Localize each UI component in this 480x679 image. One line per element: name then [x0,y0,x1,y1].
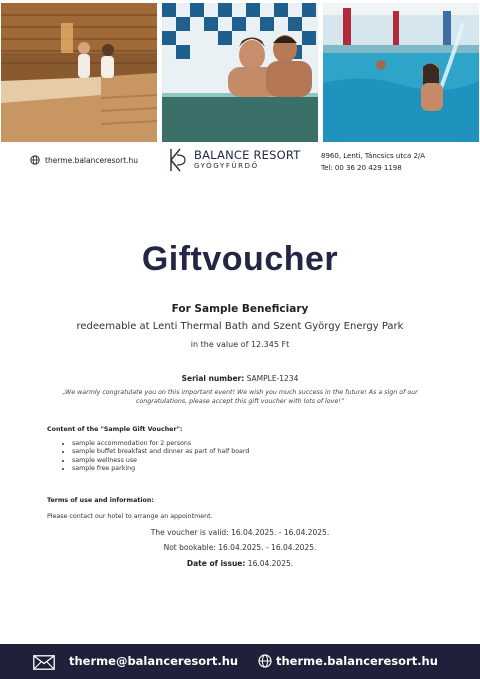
content-title: Content of the "Sample Gift Voucher": [47,426,183,433]
beneficiary: For Sample Beneficiary [171,303,309,315]
header-contact [321,150,425,174]
redeemable-text: redeemable at Lenti Thermal Bath and Szent György Energy Park [76,321,404,332]
issue-label: Date of issue: [186,559,246,568]
footer-bar [0,644,480,679]
list-item: • sample accommodation for 2 persons [72,440,249,448]
footer-email[interactable]: therme@balanceresort.hu [69,654,239,668]
header-bar [0,145,480,177]
list-item: • sample wellness use [72,457,249,465]
header-address: 8960, Lenti, Táncsics utca 2/A [321,152,426,160]
logo-text-main: BALANCE RESORT [194,147,301,162]
mail-icon [33,655,55,670]
pool-couple-photo [162,3,318,142]
validity-line: The voucher is valid: 16.04.2025. - 16.04.2025. [150,528,330,537]
thermal-pool-photo [323,3,479,142]
footer-website[interactable]: therme.balanceresort.hu [276,654,438,668]
logo-text-sub: GYÓGYFÜRDŐ [194,162,259,171]
issue-date-line [0,559,480,568]
not-bookable-line: Not bookable: 16.04.2025. - 16.04.2025. [163,543,317,552]
voucher-value: in the value of 12.345 Ft [190,340,290,349]
globe-icon [258,654,272,668]
terms-title: Terms of use and information: [47,497,154,504]
serial-number [0,374,480,383]
terms-text: Please contact our hotel to arrange an appointment. [47,513,213,520]
issue-value: 16.04.2025. [247,559,294,568]
header-website-text: therme.balanceresort.hu [45,155,139,165]
list-item: • sample free parking [72,465,249,473]
globe-icon [30,155,40,165]
header-phone: Tel: 00 36 20 429 1198 [321,164,402,172]
brand-logo [168,147,300,173]
sauna-photo [1,3,157,142]
serial-value: SAMPLE-1234 [246,374,299,383]
voucher-title: Giftvoucher [141,240,339,278]
content-list [62,440,249,473]
congratulation-message: „We warmly congratulate you on this important event! We wish you much success in the future! As a sign of our congratulations, please accept this gift voucher with lots of love!” [62,389,418,405]
logo-mark-icon [168,147,188,173]
photo-strip [0,3,480,143]
list-item: • sample buffet breakfast and dinner as part of half board [72,448,249,456]
serial-label: Serial number: [181,374,245,383]
header-website[interactable] [30,155,138,165]
